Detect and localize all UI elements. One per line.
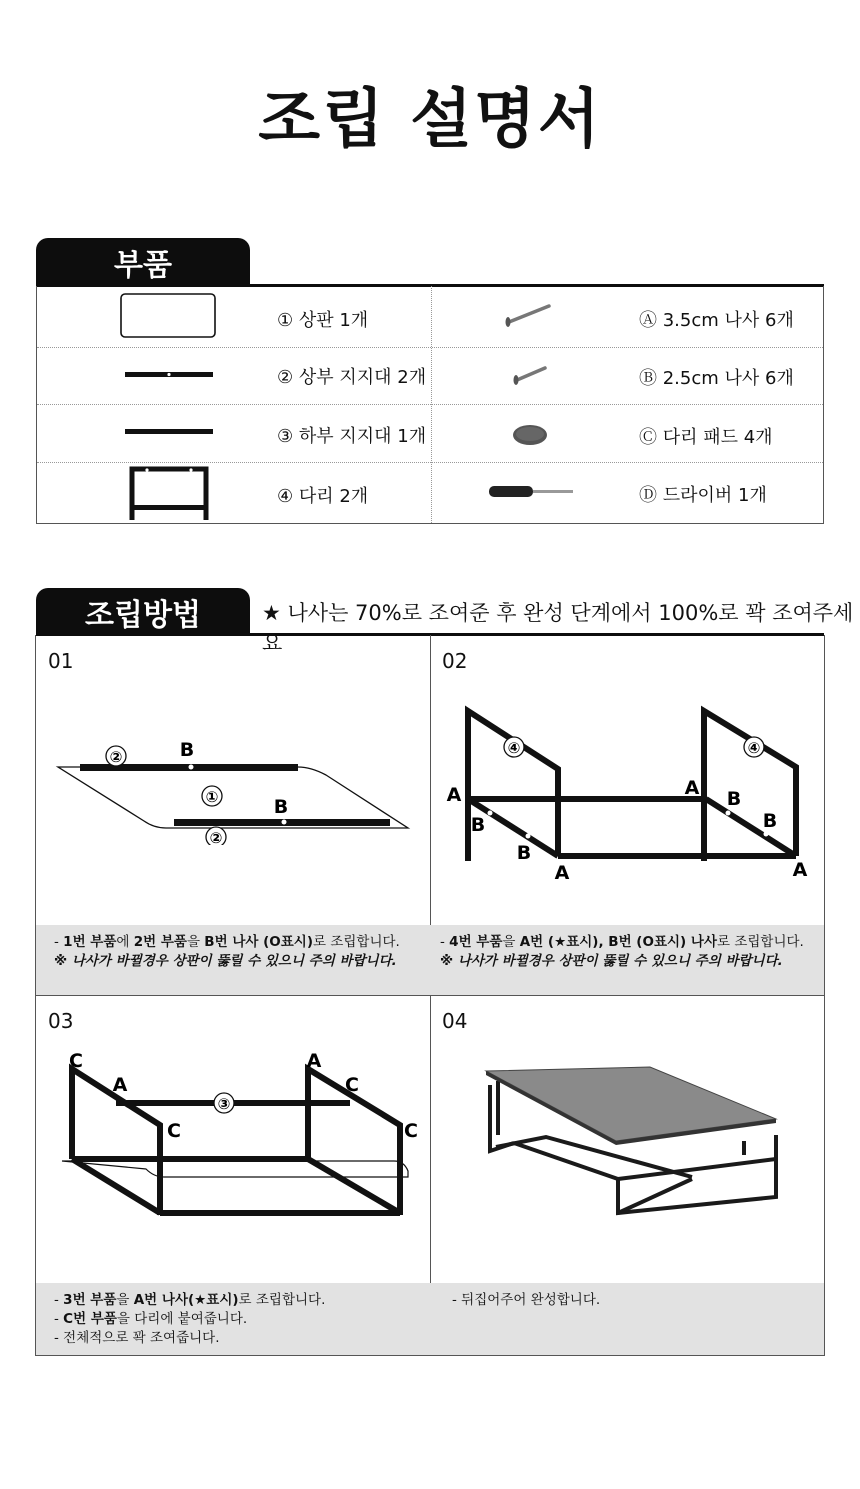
step-04 (430, 995, 824, 1355)
part-label: ② 상부 지지대 2개 (277, 367, 427, 388)
diagram-label: B (762, 810, 778, 832)
short-screw-icon (509, 360, 549, 388)
diagram-label: ④ (747, 739, 761, 757)
step-03 (36, 995, 430, 1355)
step-caption (36, 1283, 430, 1355)
diagram-label: B (726, 788, 742, 810)
leg-frame-icon (129, 464, 211, 524)
step-01 (36, 635, 430, 995)
step-number: 04 (442, 1009, 468, 1033)
long-screw-icon (501, 300, 555, 328)
diagram-label: ② (109, 748, 123, 766)
caption-line: - 뒤집어주어 완성합니다. (452, 1292, 601, 1308)
step-caption (36, 925, 430, 995)
diagram-label: C (345, 1074, 359, 1096)
step-caption (430, 1283, 824, 1355)
page-title: 조립 설명서 (258, 83, 602, 157)
step-caption (430, 925, 824, 995)
finished-table-image (430, 1055, 824, 1235)
caption-line: - 4번 부품을 A번 (★표시), B번 (O표시) 나사로 조립합니다. (440, 934, 804, 950)
lower-support-icon (125, 426, 215, 438)
diagram-label: C (69, 1050, 83, 1072)
diagram-label: ③ (217, 1095, 231, 1113)
diagram-label: ② (209, 829, 223, 845)
step-number: 02 (442, 649, 468, 673)
part-label: Ⓒ 다리 패드 4개 (639, 427, 773, 448)
diagram-label: A (684, 777, 700, 799)
caption-line: - 3번 부품을 A번 나사(★표시)로 조립합니다. (54, 1292, 326, 1308)
diagram-label: A (306, 1050, 322, 1072)
diagram-label: B (516, 842, 532, 864)
diagram-label: B (179, 739, 195, 761)
caption-line: - 1번 부품에 2번 부품을 B번 나사 (O표시)로 조립합니다. (54, 934, 400, 950)
upper-support-icon (125, 368, 215, 382)
parts-table (36, 286, 824, 524)
diagram-label: A (554, 862, 570, 884)
step-number: 03 (48, 1009, 74, 1033)
diagram-label: B (470, 814, 486, 836)
leg-pad-icon (511, 422, 551, 448)
diagram-label: B (273, 796, 289, 818)
part-label: Ⓓ 드라이버 1개 (639, 485, 767, 506)
step-02 (430, 635, 824, 995)
screwdriver-icon (487, 482, 577, 502)
assembly-tab: 조립방법 (36, 588, 250, 636)
assembly-steps (35, 635, 825, 1356)
assembly-note: ★ 나사는 70%로 조여준 후 완성 단계에서 100%로 꽉 조여주세요 (262, 601, 854, 655)
parts-tab: 부품 (36, 238, 250, 286)
diagram-label: C (167, 1120, 181, 1142)
part-label: Ⓑ 2.5cm 나사 6개 (639, 368, 794, 389)
caption-line: - 전체적으로 꽉 조여줍니다. (54, 1330, 220, 1346)
diagram-label: ④ (507, 739, 521, 757)
step-01-diagram (36, 725, 430, 845)
caption-warning: ※ 나사가 바뀔경우 상판이 뚫릴 수 있으니 주의 바랍니다. (440, 953, 783, 969)
part-label: ③ 하부 지지대 1개 (277, 426, 427, 447)
part-label: ④ 다리 2개 (277, 486, 369, 507)
caption-line: - C번 부품을 다리에 붙여줍니다. (54, 1311, 248, 1327)
diagram-label: A (792, 859, 808, 881)
diagram-label: ① (205, 788, 219, 806)
caption-warning: ※ 나사가 바뀔경우 상판이 뚫릴 수 있으니 주의 바랍니다. (54, 953, 397, 969)
step-03-diagram (36, 1047, 430, 1227)
part-label: ① 상판 1개 (277, 310, 369, 331)
diagram-label: C (404, 1120, 418, 1142)
diagram-label: A (112, 1074, 128, 1096)
diagram-label: A (446, 784, 462, 806)
step-02-diagram (430, 701, 824, 891)
part-label: Ⓐ 3.5cm 나사 6개 (639, 310, 794, 331)
top-board-icon (119, 292, 219, 340)
step-number: 01 (48, 649, 74, 673)
